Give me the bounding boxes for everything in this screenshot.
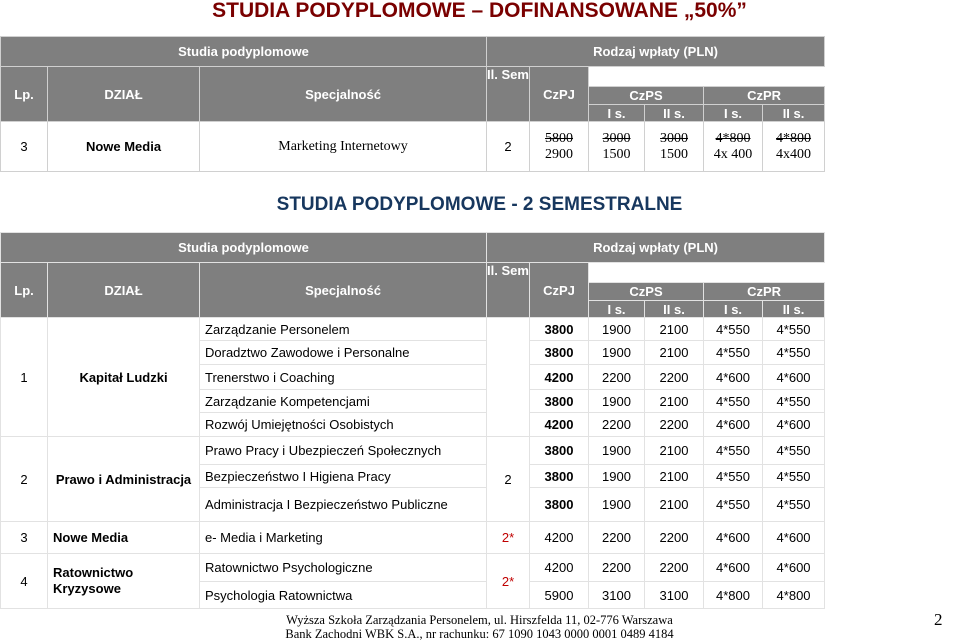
czpr-iis-cell: 4*550: [763, 465, 825, 488]
czps-iis-cell: 2100: [645, 465, 704, 488]
czpr-is-cell: 4*800: [704, 582, 763, 609]
spec-cell: Rozwój Umiejętności Osobistych: [200, 413, 487, 437]
czps-iis-cell: 2100: [645, 341, 704, 365]
czpr-is-cell: 4*600: [704, 522, 763, 554]
czpr-iis-cell: 4*800: [763, 582, 825, 609]
czpj-cell: 3800: [530, 488, 589, 522]
spec-cell: Zarządzanie Personelem: [200, 318, 487, 341]
czps-iis-cell: 2100: [645, 390, 704, 413]
spec-cell: Trenerstwo i Coaching: [200, 365, 487, 390]
header-czpj: CzPJ: [530, 67, 589, 122]
header-specjalnosc: Specjalność: [200, 67, 487, 122]
header-rodzaj-wplaty: Rodzaj wpłaty (PLN): [487, 233, 825, 263]
czps-is-cell: 3100: [589, 582, 645, 609]
header-studia: Studia podyplomowe: [1, 37, 487, 67]
lp-cell: 2: [1, 437, 48, 522]
sem-cell: 2: [487, 122, 530, 172]
czps-is-cell: 1900: [589, 488, 645, 522]
czpj-cell: 4200: [530, 365, 589, 390]
czpj-cell: 3800: [530, 465, 589, 488]
czpr-iis-new: 4x400: [776, 146, 812, 162]
czpr-iis-cell: 4*600: [763, 413, 825, 437]
czpj-cell: 3800: [530, 437, 589, 465]
czps-iis-cell: 2200: [645, 413, 704, 437]
czpr-is-new: 4x 400: [713, 146, 753, 162]
spec-cell: Bezpieczeństwo I Higiena Pracy: [200, 465, 487, 488]
dzial-cell: Prawo i Administracja: [48, 437, 200, 522]
lp-cell: 4: [1, 554, 48, 609]
czpr-is-cell: 4*550: [704, 437, 763, 465]
title-2-semestralne: STUDIA PODYPLOMOWE - 2 SEMESTRALNE: [276, 194, 683, 215]
czpr-is-cell: 4*600: [704, 554, 763, 582]
header-lp: Lp.: [1, 67, 48, 122]
czps-iis-old: 3000: [660, 130, 689, 146]
header-czpr-is: I s.: [704, 105, 763, 122]
czpr-is-cell: 4*550: [704, 390, 763, 413]
czpr-iis-cell: 4*550: [763, 488, 825, 522]
header-czpr: CzPR: [704, 283, 825, 301]
czpr-iis-cell: 4*600: [763, 365, 825, 390]
dzial-cell: Nowe Media: [48, 522, 200, 554]
table-dofinansowane: [0, 36, 825, 172]
dzial-line-1: Ratownictwo: [53, 565, 134, 580]
czpr-is-cell: 4*550: [704, 318, 763, 341]
spec-cell: Administracja I Bezpieczeństwo Publiczne: [200, 488, 487, 522]
czpj-cell: 4200: [530, 554, 589, 582]
sem-cell: [487, 318, 530, 437]
czps-is-cell: 1900: [589, 341, 645, 365]
header-il-sem: Il. Sem: [487, 263, 530, 318]
czps-iis-cell: 2200: [645, 365, 704, 390]
footer: [0, 613, 959, 641]
czps-is-cell: 2200: [589, 365, 645, 390]
czpr-is-cell: 4*600: [704, 413, 763, 437]
czps-is-cell: 2200: [589, 554, 645, 582]
czps-is-cell: 2200: [589, 522, 645, 554]
lp-cell: 3: [1, 122, 48, 172]
czps-is-cell: 1900: [589, 437, 645, 465]
header-dzial: DZIAŁ: [48, 263, 200, 318]
spec-cell: Prawo Pracy i Ubezpieczeń Społecznych: [200, 437, 487, 465]
dzial-cell: [48, 554, 200, 609]
header-dzial: DZIAŁ: [48, 67, 200, 122]
czps-iis-new: 1500: [660, 146, 689, 162]
table-row: [1, 437, 825, 465]
spec-cell: e- Media i Marketing: [200, 522, 487, 554]
header-czpr-iis: II s.: [763, 301, 825, 318]
title-dofinansowane: STUDIA PODYPLOMOWE – DOFINANSOWANE „50%”: [212, 0, 747, 22]
header-czps: CzPS: [589, 87, 704, 105]
czps-is-cell: 1900: [589, 465, 645, 488]
header-czpr-iis: II s.: [763, 105, 825, 122]
czps-iis-cell: 2100: [645, 488, 704, 522]
czpr-iis-cell: 4*600: [763, 554, 825, 582]
header-specjalnosc: Specjalność: [200, 263, 487, 318]
czpj-cell: 3800: [530, 318, 589, 341]
spec-cell: Zarządzanie Kompetencjami: [200, 390, 487, 413]
czpr-is-old: 4*800: [715, 130, 751, 146]
czpr-is-cell: 4*550: [704, 488, 763, 522]
czpr-iis-cell: 4*550: [763, 437, 825, 465]
footer-bank: Bank Zachodni WBK S.A., nr rachunku: 67 1090 1043 0000 0001 0489 4184: [285, 627, 674, 641]
table-row: [1, 318, 825, 341]
sem-cell: 2*: [487, 554, 530, 609]
header-czps: CzPS: [589, 283, 704, 301]
czpj-cell: 3800: [530, 390, 589, 413]
czps-is-cell: 1900: [589, 318, 645, 341]
header-czps-iis: II s.: [645, 301, 704, 318]
czpr-is-cell: 4*550: [704, 465, 763, 488]
czpj-old: 5800: [545, 130, 574, 146]
czps-is-new: 1500: [602, 146, 631, 162]
czpj-cell: 5900: [530, 582, 589, 609]
page-number: 2: [934, 610, 943, 629]
czps-iis-cell: 2200: [645, 522, 704, 554]
table-2-semestralne: [0, 232, 825, 609]
czpr-iis-cell: 4*550: [763, 390, 825, 413]
czps-is-old: 3000: [602, 130, 631, 146]
czps-iis-cell: 2200: [645, 554, 704, 582]
czpr-iis-old: 4*800: [776, 130, 812, 146]
table-row: [1, 522, 825, 554]
header-czpr-is: I s.: [704, 301, 763, 318]
czps-iis-cell: 2100: [645, 318, 704, 341]
table-row: [1, 122, 825, 172]
header-rodzaj-wplaty: Rodzaj wpłaty (PLN): [487, 37, 825, 67]
spec-cell: Doradztwo Zawodowe i Personalne: [200, 341, 487, 365]
dzial-cell: Kapitał Ludzki: [48, 318, 200, 437]
header-czpj: CzPJ: [530, 263, 589, 318]
lp-cell: 1: [1, 318, 48, 437]
header-lp: Lp.: [1, 263, 48, 318]
czpj-cell: 3800: [530, 341, 589, 365]
spec-cell: Ratownictwo Psychologiczne: [200, 554, 487, 582]
czps-is-cell: 2200: [589, 413, 645, 437]
dzial-cell: Nowe Media: [48, 122, 200, 172]
czpr-is-cell: 4*600: [704, 365, 763, 390]
sem-cell: 2*: [487, 522, 530, 554]
czps-iis-cell: 2100: [645, 437, 704, 465]
table-row: [1, 554, 825, 582]
spec-cell: Marketing Internetowy: [200, 122, 487, 172]
header-czpr: CzPR: [704, 87, 825, 105]
header-czps-is: I s.: [589, 301, 645, 318]
spec-cell: Psychologia Ratownictwa: [200, 582, 487, 609]
footer-address: Wyższa Szkoła Zarządzania Personelem, ul. Hirszfelda 11, 02-776 Warszawa: [286, 613, 673, 627]
czpr-iis-cell: 4*600: [763, 522, 825, 554]
czpr-is-cell: 4*550: [704, 341, 763, 365]
czpr-iis-cell: 4*550: [763, 341, 825, 365]
czpj-cell: 4200: [530, 413, 589, 437]
dzial-line-2: Kryzysowe: [53, 581, 121, 596]
czpr-iis-cell: 4*550: [763, 318, 825, 341]
czpj-cell: 4200: [530, 522, 589, 554]
czpj-new: 2900: [545, 146, 574, 162]
header-czps-iis: II s.: [645, 105, 704, 122]
lp-cell: 3: [1, 522, 48, 554]
czps-iis-cell: 3100: [645, 582, 704, 609]
czps-is-cell: 1900: [589, 390, 645, 413]
header-czps-is: I s.: [589, 105, 645, 122]
header-studia: Studia podyplomowe: [1, 233, 487, 263]
sem-cell: 2: [487, 437, 530, 522]
header-il-sem: Il. Sem: [487, 67, 530, 122]
